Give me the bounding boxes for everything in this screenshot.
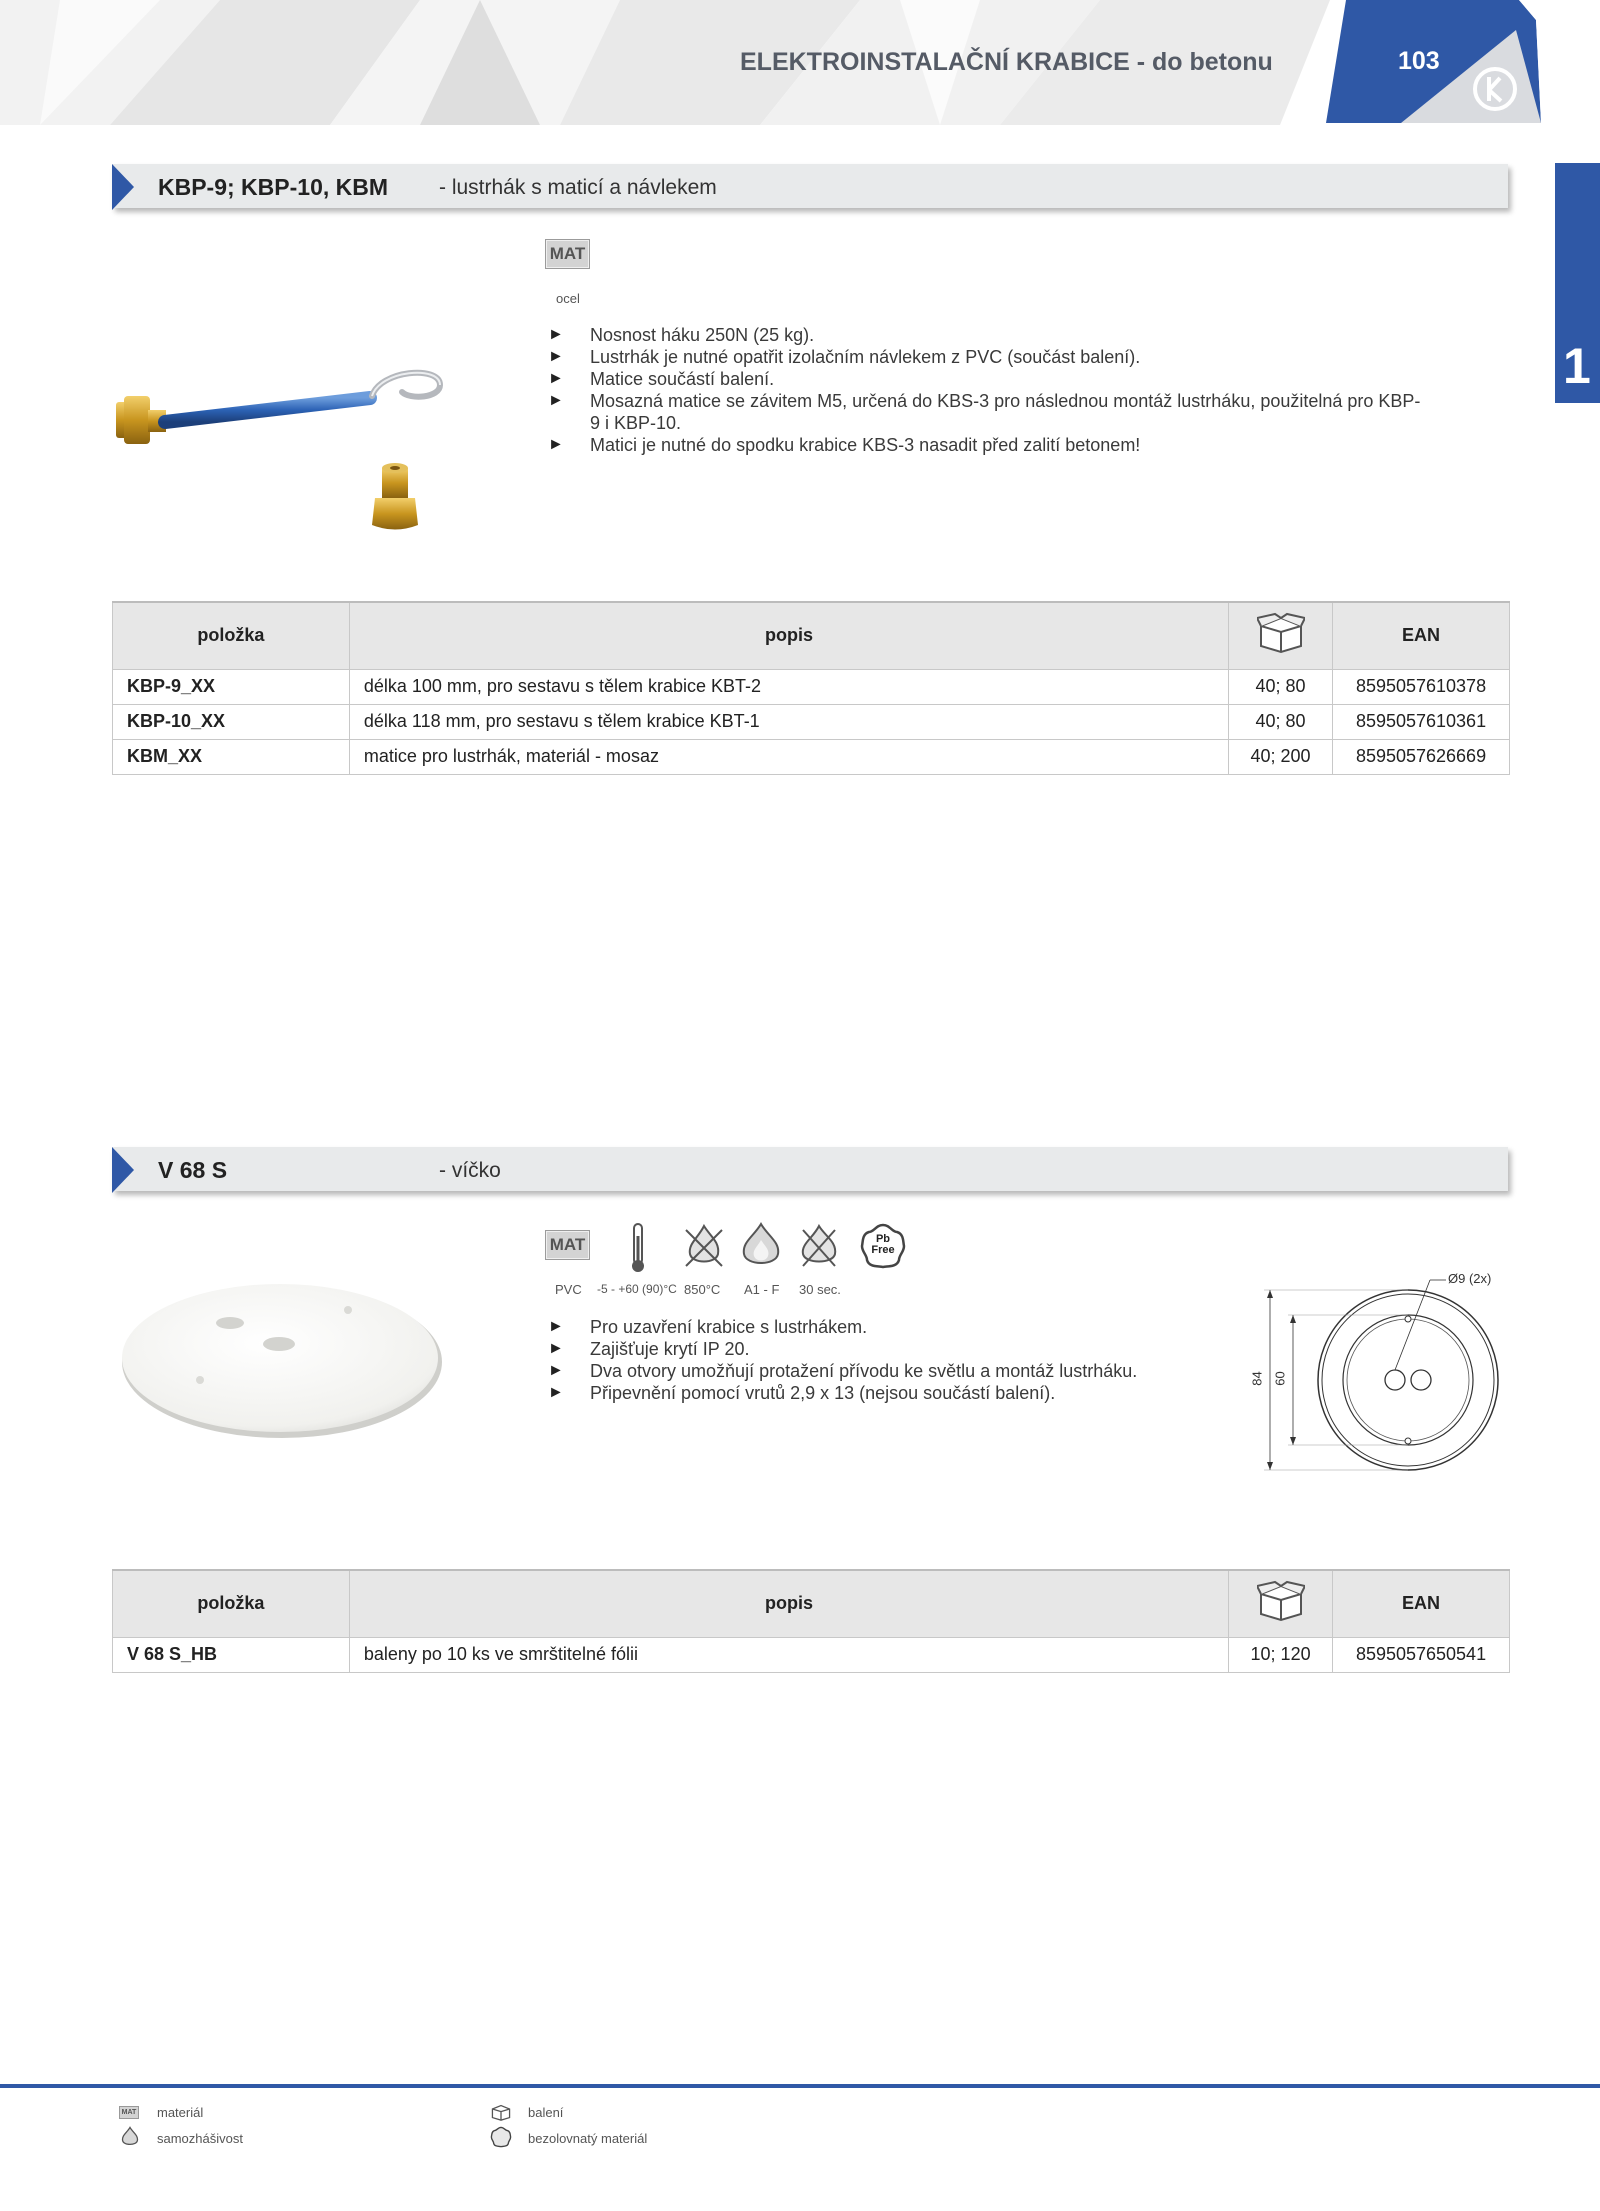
package-icon bbox=[1257, 612, 1305, 654]
cell-ean: 8595057610361 bbox=[1333, 704, 1510, 739]
section-arrow-icon bbox=[112, 164, 134, 210]
col-header-ean: EAN bbox=[1333, 602, 1510, 669]
material-icon: MAT bbox=[545, 239, 590, 269]
package-icon bbox=[1257, 1580, 1305, 1622]
col-header-item: položka bbox=[113, 1570, 350, 1637]
legend-pb-free-icon bbox=[490, 2126, 512, 2148]
feature-list bbox=[548, 324, 1428, 456]
list-item: ► Dva otvory umožňují protažení přívodu ke světlu a montáž lustrháku. bbox=[548, 1360, 1168, 1382]
legend-label: balení bbox=[528, 2105, 564, 2120]
list-item: ► Pro uzavření krabice s lustrhákem. bbox=[548, 1316, 1168, 1338]
cell-item: KBM_XX bbox=[113, 739, 350, 774]
table-row bbox=[113, 704, 1510, 739]
kopos-logo-icon bbox=[1471, 65, 1519, 113]
table-row bbox=[113, 669, 1510, 704]
col-header-item: položka bbox=[113, 602, 350, 669]
cell-package: 10; 120 bbox=[1229, 1637, 1333, 1672]
section-bar-kbp bbox=[112, 164, 1510, 210]
cell-ean: 8595057610378 bbox=[1333, 669, 1510, 704]
footer-divider bbox=[0, 2084, 1600, 2088]
cell-package: 40; 200 bbox=[1229, 739, 1333, 774]
list-item: ► Zajišťuje krytí IP 20. bbox=[548, 1338, 1168, 1360]
lid-image bbox=[112, 1270, 452, 1450]
cell-description: délka 100 mm, pro sestavu s tělem krabice KBT-2 bbox=[349, 669, 1228, 704]
cell-item: V 68 S_HB bbox=[113, 1637, 350, 1672]
cell-package: 40; 80 bbox=[1229, 669, 1333, 704]
legend-label: materiál bbox=[157, 2105, 204, 2120]
list-item: ► Nosnost háku 250N (25 kg). bbox=[548, 324, 1428, 346]
product-table-kbp bbox=[112, 601, 1510, 775]
section-code: KBP-9; KBP-10, KBM bbox=[158, 174, 389, 200]
chapter-number: 1 bbox=[1563, 338, 1591, 394]
product-table-v68s bbox=[112, 1569, 1510, 1673]
outer-dimension-label: 84 bbox=[1249, 1371, 1265, 1386]
table-header-row bbox=[113, 1570, 1510, 1637]
section-description: - lustrhák s maticí a návlekem bbox=[439, 176, 717, 199]
section-arrow-icon bbox=[112, 1147, 134, 1193]
flame-icon bbox=[738, 1222, 784, 1270]
hole-dimension-label: Ø9 (2x) bbox=[1448, 1271, 1492, 1286]
legend-mat-icon: MAT bbox=[119, 2106, 139, 2119]
col-header-package bbox=[1229, 602, 1333, 669]
table-row bbox=[113, 739, 1510, 774]
list-item: ► Matice součástí balení. bbox=[548, 368, 1428, 390]
table-header-row bbox=[113, 602, 1510, 669]
legend-label: samozhášivost bbox=[157, 2131, 243, 2146]
cell-description: baleny po 10 ks ve smrštitelné fólii bbox=[349, 1637, 1228, 1672]
col-header-description: popis bbox=[349, 1570, 1228, 1637]
list-item: ► Lustrhák je nutné opatřit izolačním návlekem z PVC (součást balení). bbox=[548, 346, 1428, 368]
thermometer-icon bbox=[628, 1222, 648, 1274]
page-number: 103 bbox=[1398, 47, 1440, 75]
cell-ean: 8595057650541 bbox=[1333, 1637, 1510, 1672]
chandelier-hook-image bbox=[110, 350, 460, 560]
cell-item: KBP-9_XX bbox=[113, 669, 350, 704]
col-header-ean: EAN bbox=[1333, 1570, 1510, 1637]
legend-label: bezolovnatý materiál bbox=[528, 2131, 648, 2146]
section-bar-v68s bbox=[112, 1147, 1510, 1193]
material-label: PVC bbox=[555, 1282, 582, 1297]
cell-item: KBP-10_XX bbox=[113, 704, 350, 739]
list-item: ► Matici je nutné do spodku krabice KBS-3 nasadit před zalití betonem! bbox=[548, 434, 1428, 456]
feature-list bbox=[548, 1316, 1168, 1404]
page-header-title: ELEKTROINSTALAČNÍ KRABICE - do betonu bbox=[740, 48, 1273, 76]
material-label: ocel bbox=[556, 291, 580, 306]
table-row bbox=[113, 1637, 1510, 1672]
cell-package: 40; 80 bbox=[1229, 704, 1333, 739]
glow-wire-label: 850°C bbox=[684, 1282, 721, 1297]
chapter-tab bbox=[1555, 163, 1600, 403]
col-header-description: popis bbox=[349, 602, 1228, 669]
cell-ean: 8595057626669 bbox=[1333, 739, 1510, 774]
material-icon: MAT bbox=[545, 1230, 590, 1260]
legend-package-icon bbox=[490, 2103, 512, 2121]
technical-drawing bbox=[1250, 1265, 1510, 1485]
cell-description: matice pro lustrhák, materiál - mosaz bbox=[349, 739, 1228, 774]
section-code: V 68 S bbox=[158, 1157, 228, 1183]
col-header-package bbox=[1229, 1570, 1333, 1637]
fire-class-icon bbox=[795, 1222, 843, 1270]
inner-dimension-label: 60 bbox=[1272, 1371, 1288, 1386]
cell-description: délka 118 mm, pro sestavu s tělem krabice KBT-1 bbox=[349, 704, 1228, 739]
temperature-label: -5 - +60 (90)°C bbox=[597, 1282, 677, 1296]
list-item: ► Připevnění pomocí vrutů 2,9 x 13 (nejsou součástí balení). bbox=[548, 1382, 1168, 1404]
pb-free-icon bbox=[859, 1222, 907, 1270]
self-extinguishing-label: 30 sec. bbox=[799, 1282, 841, 1297]
legend-flame-icon bbox=[120, 2126, 140, 2148]
section-description: - víčko bbox=[439, 1159, 501, 1182]
fire-class-label: A1 - F bbox=[744, 1282, 780, 1297]
list-item: ► Mosazná matice se závitem M5, určená do KBS-3 pro následnou montáž lustrháku, použitelná pro KBP-9 i KBP-10. bbox=[548, 390, 1428, 434]
glow-wire-icon bbox=[680, 1222, 728, 1270]
pb-free-label: Pb Free bbox=[871, 1233, 895, 1256]
